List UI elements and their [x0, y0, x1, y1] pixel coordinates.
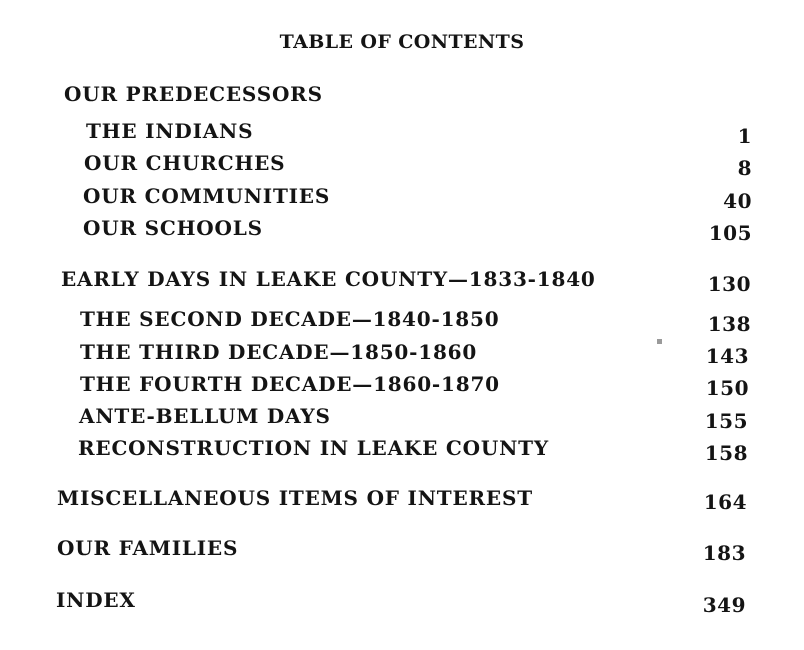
page-number: 130: [707, 272, 751, 296]
page-number: 150: [705, 376, 749, 400]
section-heading-our-predecessors: OUR PREDECESSORS: [64, 82, 323, 106]
section-heading-index: INDEX: [56, 588, 136, 612]
page-number: 143: [705, 344, 749, 368]
toc-entry-our-churches: OUR CHURCHES: [84, 151, 286, 175]
page-number: 158: [704, 441, 748, 465]
page-number: 40: [723, 189, 752, 213]
toc-entry-ante-bellum-days: ANTE-BELLUM DAYS: [79, 404, 331, 428]
page-number: 349: [702, 593, 746, 617]
page-number: 8: [737, 156, 752, 180]
page-number: 138: [707, 312, 751, 336]
toc-entry-our-communities: OUR COMMUNITIES: [83, 184, 331, 208]
toc-entry-our-schools: OUR SCHOOLS: [83, 216, 263, 240]
section-heading-early-days: EARLY DAYS IN LEAKE COUNTY—1833-1840: [61, 267, 596, 291]
toc-entry-the-indians: THE INDIANS: [86, 119, 254, 143]
scan-speck: [657, 339, 662, 344]
page-number: 164: [703, 490, 747, 514]
toc-entry-fourth-decade: THE FOURTH DECADE—1860-1870: [80, 372, 500, 396]
toc-entry-third-decade: THE THIRD DECADE—1850-1860: [80, 340, 478, 364]
page-number: 155: [704, 409, 748, 433]
toc-title: TABLE OF CONTENTS: [279, 31, 525, 53]
page-number: 183: [702, 541, 746, 565]
page-number: 105: [708, 221, 752, 245]
section-heading-our-families: OUR FAMILIES: [57, 536, 239, 560]
page-number: 1: [737, 124, 752, 148]
toc-entry-second-decade: THE SECOND DECADE—1840-1850: [80, 307, 500, 331]
toc-entry-reconstruction: RECONSTRUCTION IN LEAKE COUNTY: [78, 436, 549, 460]
section-heading-miscellaneous: MISCELLANEOUS ITEMS OF INTEREST: [57, 486, 533, 510]
